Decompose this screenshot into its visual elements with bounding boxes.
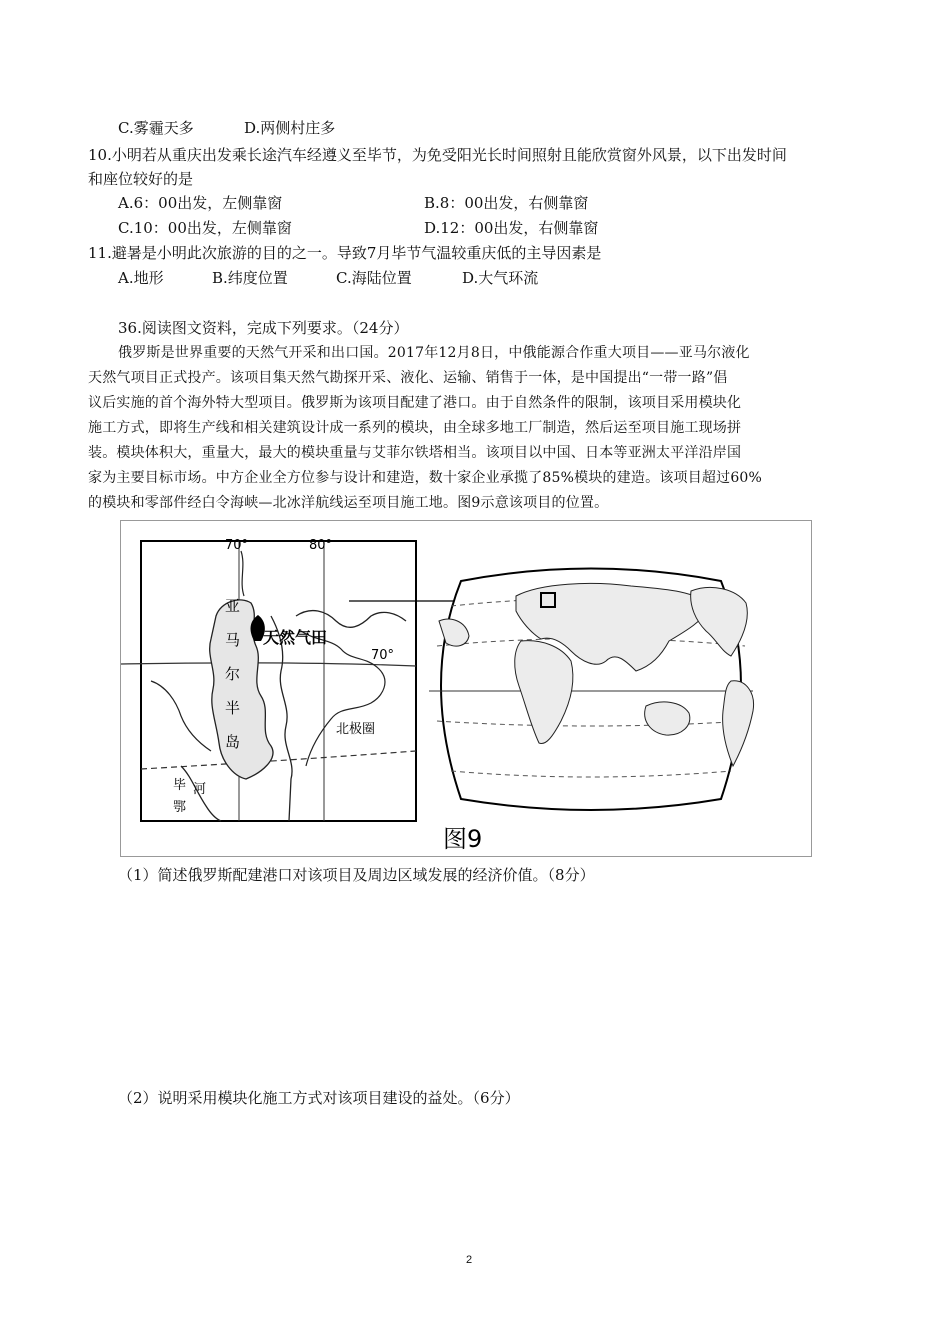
lon-70-label: 70° bbox=[225, 538, 249, 553]
page-number: 2 bbox=[466, 1254, 473, 1266]
q36-passage-line: 家为主要目标市场。中方企业全方位参与设计和建造，数十家企业承揽了85%模块的建造。该项目超过60% bbox=[88, 470, 763, 486]
q10-option-d: D.12：00出发，右侧靠窗 bbox=[424, 219, 599, 237]
q11-option-d: D.大气环流 bbox=[462, 269, 539, 287]
ob-char: 毕 bbox=[173, 778, 187, 793]
figure-caption: 图9 bbox=[443, 825, 483, 853]
q11-option-c: C.海陆位置 bbox=[336, 269, 412, 287]
q9-option-c: C.雾霾天多 bbox=[118, 119, 194, 137]
peninsula-char: 岛 bbox=[225, 733, 241, 751]
q36-sub2: （2）说明采用模块化施工方式对该项目建设的益处。（6分） bbox=[118, 1089, 520, 1107]
q10-stem-line2: 和座位较好的是 bbox=[88, 170, 194, 188]
arctic-circle-label: 北极圈 bbox=[336, 722, 376, 737]
q9-option-d: D.两侧村庄多 bbox=[244, 119, 336, 137]
q36-passage-line: 的模块和零部件经白令海峡—北冰洋航线运至项目施工地。图9示意该项目的位置。 bbox=[88, 495, 609, 511]
peninsula-char: 亚 bbox=[225, 597, 241, 615]
q36-passage-line: 装。模块体积大，重量大，最大的模块重量与艾菲尔铁塔相当。该项目以中国、日本等亚洲太平洋沿岸国 bbox=[88, 445, 742, 461]
gas-field-label: 天然气田 bbox=[263, 628, 328, 647]
q36-passage-line: 俄罗斯是世界重要的天然气开采和出口国。2017年12月8日，中俄能源合作重大项目——亚马尔液化 bbox=[118, 345, 750, 361]
q36-passage-line: 议后实施的首个海外特大型项目。俄罗斯为该项目配建了港口。由于自然条件的限制，该项目采用模块化 bbox=[88, 395, 742, 411]
ob-char: 鄂 bbox=[173, 800, 187, 815]
q36-sub1: （1）简述俄罗斯配建港口对该项目及周边区域发展的经济价值。（8分） bbox=[118, 866, 595, 884]
peninsula-char: 马 bbox=[225, 631, 241, 649]
figure-9-map bbox=[121, 521, 811, 856]
lat-70-label: 70° bbox=[371, 648, 395, 663]
q36-passage-line: 施工方式，即将生产线和相关建筑设计成一系列的模块，由全球多地工厂制造，然后运至项目施工现场拼 bbox=[88, 420, 742, 436]
q36-title: 36.阅读图文资料，完成下列要求。（24分） bbox=[118, 319, 409, 337]
peninsula-char: 半 bbox=[225, 699, 241, 717]
q36-passage-line: 天然气项目正式投产。该项目集天然气勘探开采、液化、运输、销售于一体，是中国提出“一带一路”倡 bbox=[88, 370, 728, 386]
q11-stem: 11.避暑是小明此次旅游的目的之一。导致7月毕节气温较重庆低的主导因素是 bbox=[88, 244, 602, 262]
q11-option-b: B.纬度位置 bbox=[212, 269, 288, 287]
q10-option-c: C.10：00出发，左侧靠窗 bbox=[118, 219, 292, 237]
q10-stem-line1: 10.小明若从重庆出发乘长途汽车经遵义至毕节，为免受阳光长时间照射且能欣赏窗外风景，以下出发时间 bbox=[88, 146, 787, 164]
figure-9 bbox=[120, 520, 812, 857]
q10-option-a: A.6：00出发，左侧靠窗 bbox=[118, 194, 283, 212]
river-char: 河 bbox=[193, 782, 207, 797]
lon-80-label: 80° bbox=[309, 538, 333, 553]
q11-option-a: A.地形 bbox=[118, 269, 164, 287]
q10-option-b: B.8：00出发，右侧靠窗 bbox=[424, 194, 589, 212]
peninsula-char: 尔 bbox=[225, 665, 241, 683]
